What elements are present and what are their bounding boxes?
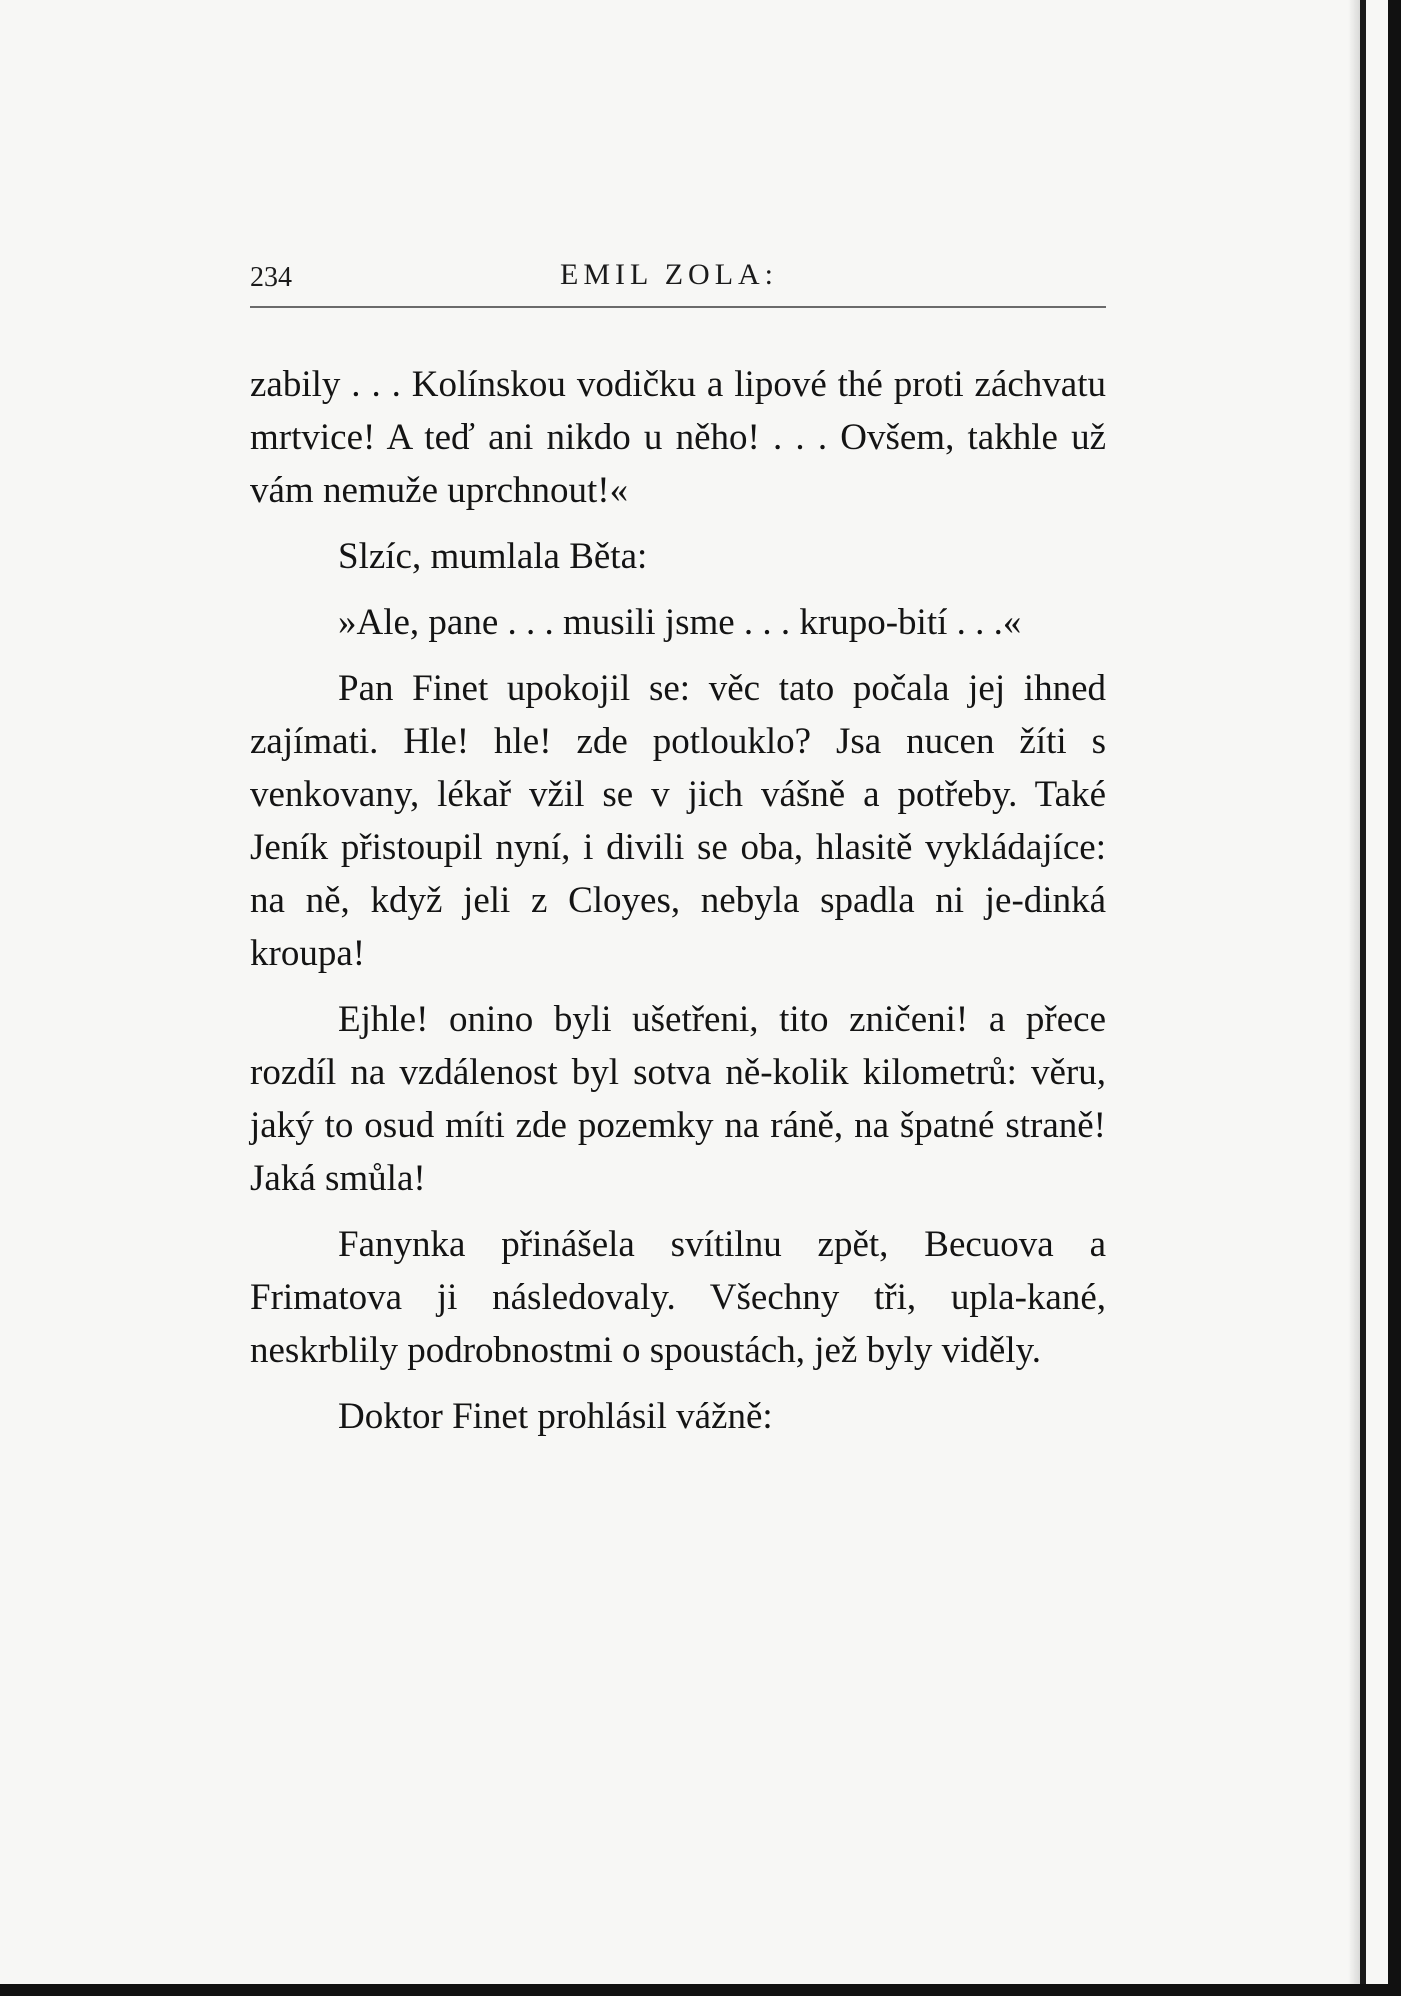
paragraph: Pan Finet upokojil se: věc tato počala jej ihned zajímati. Hle! hle! zde potlouklo? Jsa nucen žíti s venkovany, lékař vžil se v jich vášně a potřeby. Také Jeník přistoupil nyní, i divili se oba, hlasitě vykládajíce: na ně, když jeli z Cloyes, nebyla spadla ni je-dinká kroupa! [250, 668, 1106, 974]
body-text [250, 358, 1106, 1456]
running-head: EMIL ZOLA: [560, 258, 779, 291]
paragraph: »Ale, pane . . . musili jsme . . . krupo-bití . . .« [338, 602, 1022, 643]
paragraph: Doktor Finet prohlásil vážně: [338, 1396, 773, 1437]
page-number: 234 [250, 262, 292, 293]
paragraph: Fanynka přinášela svítilnu zpět, Becuova a Frimatova ji následovaly. Všechny tři, upla-kané, neskrblily podrobnostmi o spoustách, jež byly viděly. [250, 1224, 1106, 1371]
paragraph-continuation: zabily . . . Kolínskou vodičku a lipové thé proti záchvatu mrtvice! A teď ani nikdo u něho! . . . Ovšem, takhle už vám nemuže uprchnout!« [250, 364, 1106, 511]
paragraph: Slzíc, mumlala Běta: [338, 536, 648, 577]
binding-shadow [1348, 0, 1360, 1984]
page-header [250, 256, 1106, 300]
binding-edge [1360, 0, 1366, 1984]
header-rule [250, 306, 1106, 308]
paragraph: Ejhle! onino byli ušetřeni, tito zničeni! a přece rozdíl na vzdálenost byl sotva ně-kolik kilometrů: věru, jaký to osud míti zde pozemky na ráně, na špatné straně! Jaká smůla! [250, 999, 1106, 1199]
